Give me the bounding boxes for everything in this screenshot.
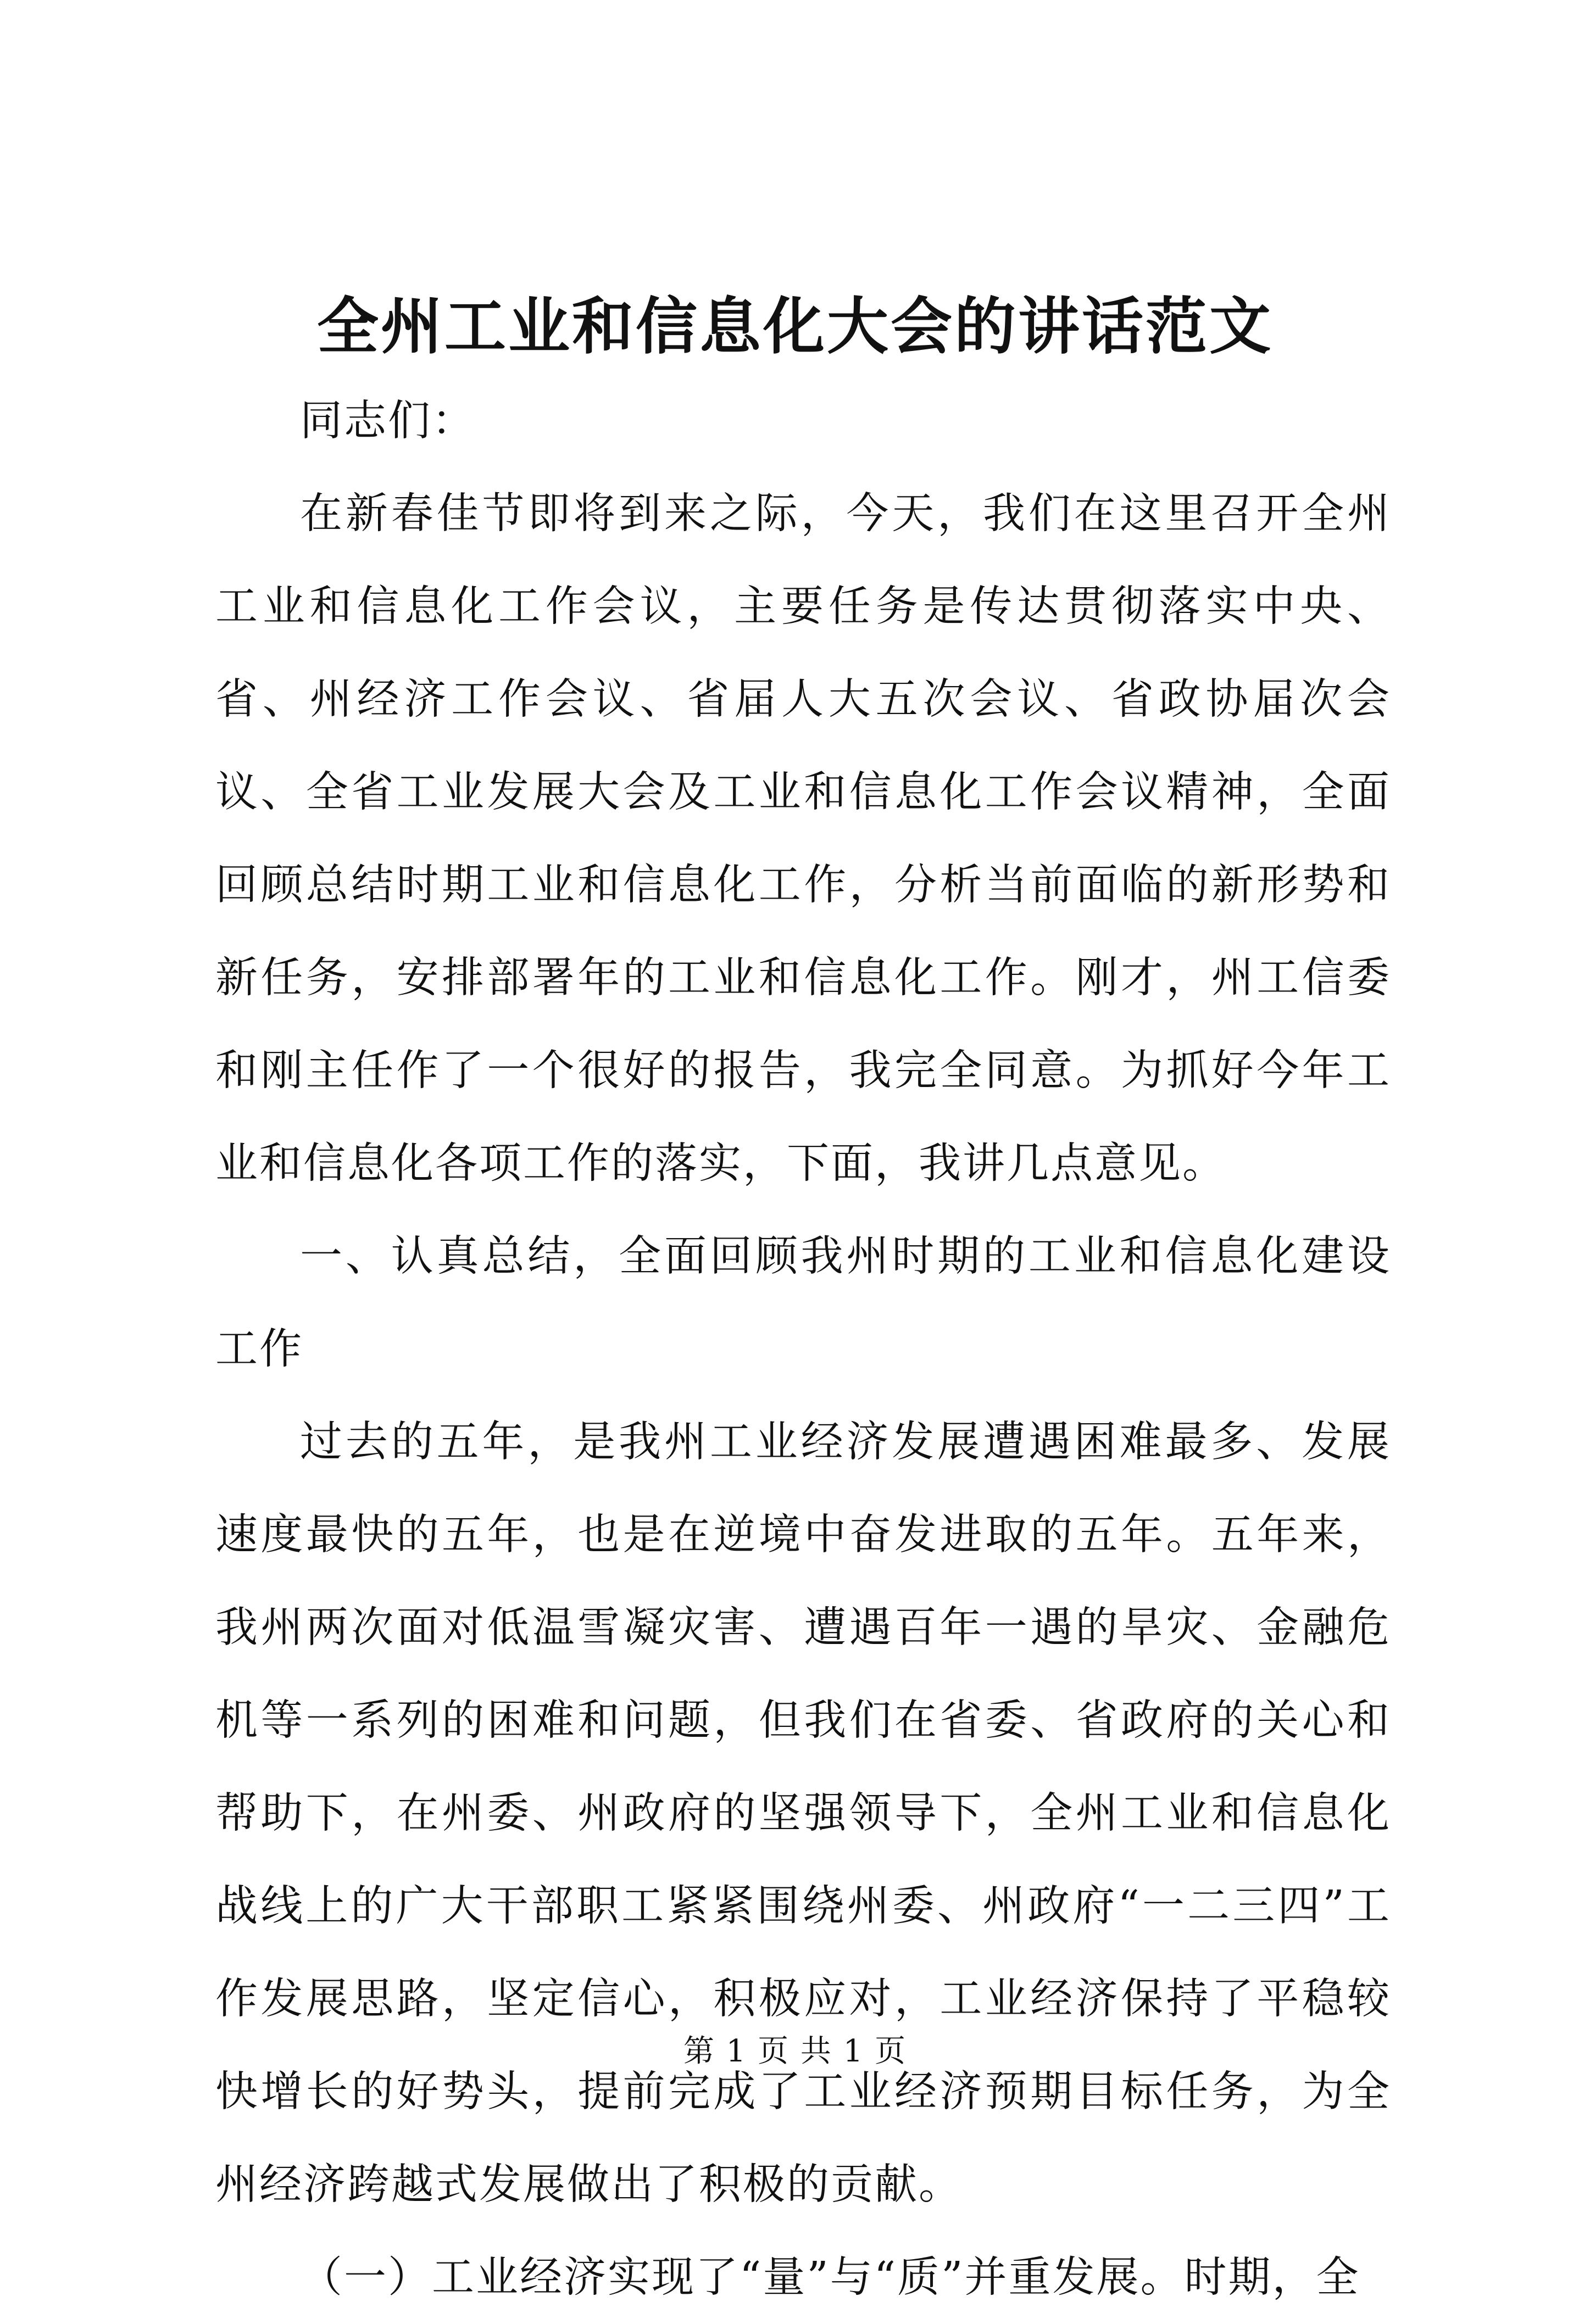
document-title: 全州工业和信息化大会的讲话范文 [317, 291, 1273, 363]
page-footer: 第 1 页 共 1 页 [683, 2033, 907, 2069]
section-heading-1: 一、认真总结，全面回顾我州时期的工业和信息化建设工作 [215, 1232, 1391, 1374]
salutation-paragraph: 同志们： [300, 397, 476, 445]
subsection-paragraph-1: （一）工业经济实现了“量”与“质”并重发展。时期，全 [300, 2253, 1360, 2302]
intro-paragraph: 在新春佳节即将到来之际，今天，我们在这里召开全州工业和信息化工作会议，主要任务是传达贯彻落实中央、省、州经济工作会议、省届人大五次会议、省政协届次会议、全省工业发展大会及工业和信息化工作会议精神，全面回顾总结时期工业和信息化工作，分析当前面临的新形势和新任务，安排部署年的工业和信息化工作。刚才，州工信委和刚主任作了一个很好的报告，我完全同意。为抓好今年工业和信息化各项工作的落实，下面，我讲几点意见。 [215, 489, 1391, 1188]
review-paragraph: 过去的五年，是我州工业经济发展遭遇困难最多、发展速度最快的五年，也是在逆境中奋发进取的五年。五年来，我州两次面对低温雪凝灾害、遭遇百年一遇的旱灾、金融危机等一系列的困难和问题，但我们在省委、省政府的关心和帮助下，在州委、州政府的坚强领导下，全州工业和信息化战线上的广大干部职工紧紧围绕州委、州政府“一二三四”工作发展思路，坚定信心，积极应对，工业经济保持了平稳较快增长的好势头，提前完成了工业经济预期目标任务，为全州经济跨越式发展做出了积极的贡献。 [215, 1418, 1391, 2209]
